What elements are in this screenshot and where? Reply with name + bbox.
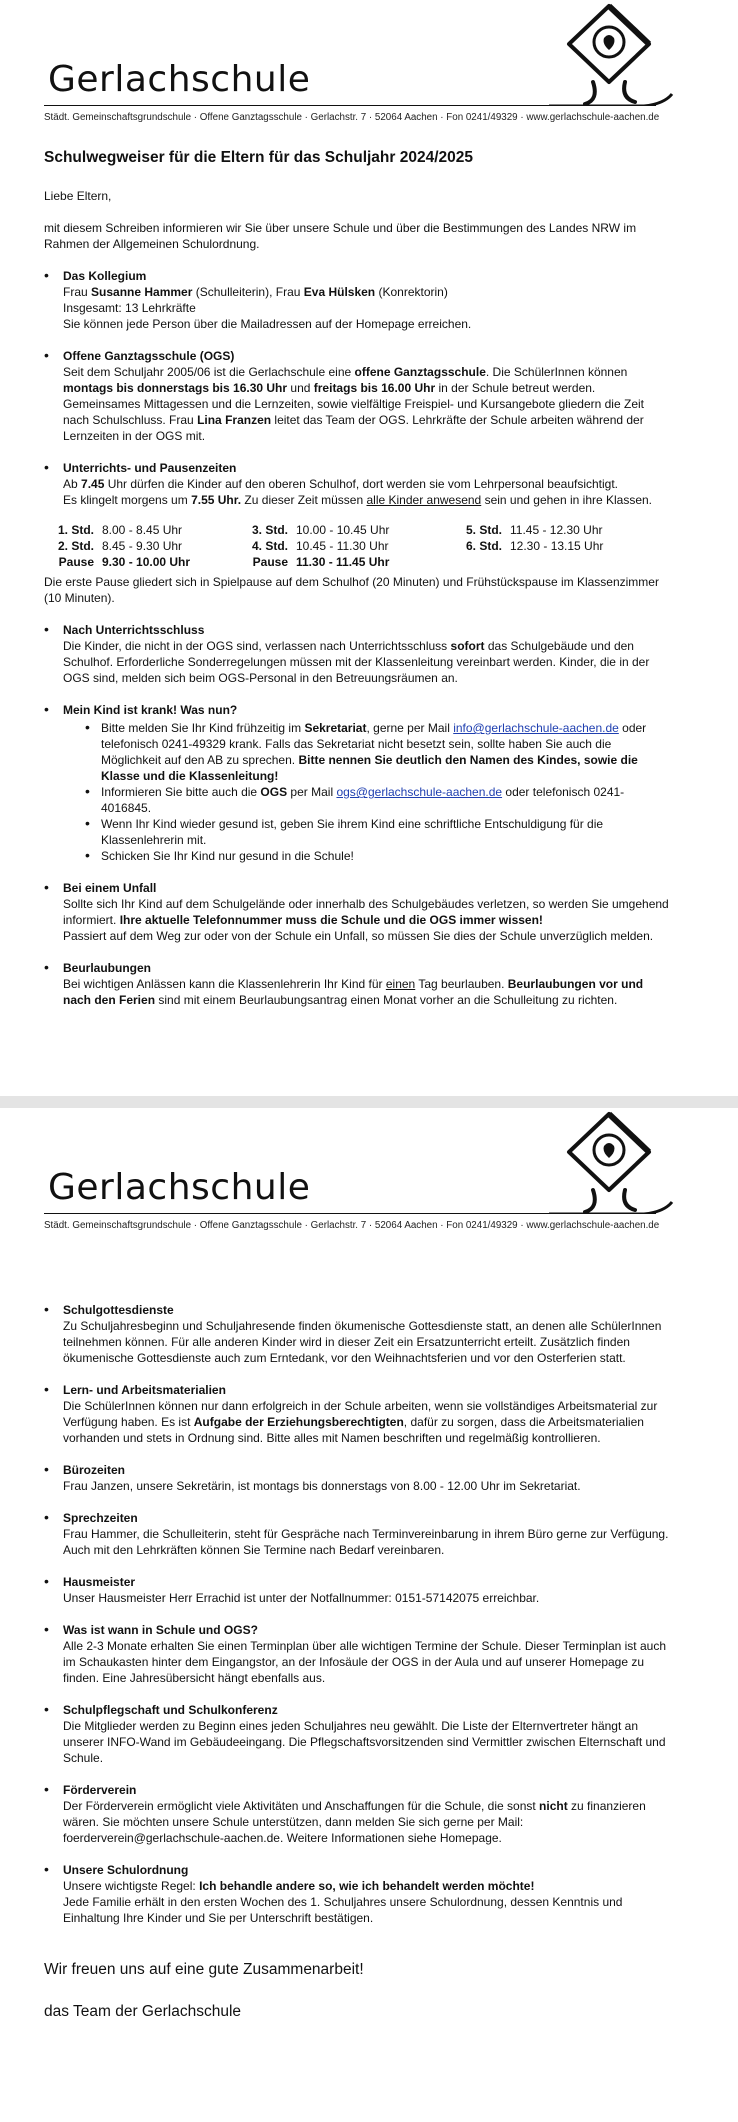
section-heading: • Beurlaubungen bbox=[63, 961, 152, 975]
page-1-content bbox=[44, 150, 672, 1008]
section-text: Alle 2-3 Monate erhalten Sie einen Terminplan über alle wichtigen Termine der Schule. Dieser Terminplan ist auch im Schaukasten hinter dem Eingangstor, an der Infosäule der OGS in der Aula und auf unserer Homepage zu finden. Eine Jahresübersicht hängt ebenfalls aus. bbox=[63, 1639, 666, 1685]
letterhead bbox=[44, 0, 674, 135]
section-text: Frau Janzen, unsere Sekretärin, ist montags bis donnerstags von 8.00 - 12.00 Uhr im Sekretariat. bbox=[63, 1479, 581, 1493]
section-heading: • Unterrichts- und Pausenzeiten bbox=[63, 461, 237, 475]
pause-note: Die erste Pause gliedert sich in Spielpause auf dem Schulhof (20 Minuten) und Frühstückspause im Klassenzimmer (10 Minuten). bbox=[44, 575, 659, 605]
schedule-label: 4. Std. bbox=[251, 539, 288, 553]
section-heading: • Lern- und Arbeitsmaterialien bbox=[63, 1383, 226, 1397]
schedule-label: Pause bbox=[252, 555, 288, 569]
greeting: Liebe Eltern, bbox=[44, 189, 112, 203]
section-heading: • Was ist wann in Schule und OGS? bbox=[63, 1623, 258, 1637]
krank-list bbox=[85, 720, 672, 864]
section-text: Unsere wichtigste Regel: Ich behandle andere so, wie ich behandelt werden möchte! bbox=[63, 1879, 535, 1893]
lesson-schedule bbox=[46, 522, 672, 570]
section-heading: • Schulgottesdienste bbox=[63, 1303, 174, 1317]
schedule-time: 10.00 - 10.45 Uhr bbox=[296, 523, 390, 537]
school-logo-icon bbox=[549, 2, 674, 106]
address-line: Städt. Gemeinschaftsgrundschule · Offene Ganztagsschule · Gerlachstr. 7 · 52064 Aachen · Fon 0241/49329 · www.gerlachschule-aachen.de bbox=[44, 1220, 660, 1231]
section-text: Frau Susanne Hammer (Schulleiterin), Frau Eva Hülsken (Konrektorin) bbox=[63, 285, 448, 299]
section-heading: • Unsere Schulordnung bbox=[63, 1863, 189, 1877]
section-text: Bei wichtigen Anlässen kann die Klassenlehrerin Ihr Kind für einen Tag beurlauben. Beurlaubungen vor und nach den Ferien sind mit einem Beurlaubungsantrag einen Monat vorher an die Schulleitung zu richten. bbox=[63, 977, 644, 1007]
section-arbeitsmaterialien bbox=[44, 1382, 672, 1446]
closing-line: Wir freuen uns auf eine gute Zusammenarbeit! bbox=[44, 1961, 364, 1978]
signature-line: das Team der Gerlachschule bbox=[44, 2003, 242, 2020]
schedule-label: Pause bbox=[58, 555, 94, 569]
section-buerozeiten bbox=[44, 1462, 672, 1494]
section-heading: • Schulpflegschaft und Schulkonferenz bbox=[63, 1703, 278, 1717]
section-hausmeister bbox=[44, 1574, 672, 1606]
section-text: Passiert auf dem Weg zur oder von der Schule ein Unfall, so müssen Sie dies der Schule unverzüglich melden. bbox=[63, 929, 654, 943]
list-item: • Schicken Sie Ihr Kind nur gesund in die Schule! bbox=[85, 848, 672, 864]
section-nach-unterrichtsschluss bbox=[44, 622, 672, 686]
intro-paragraph: mit diesem Schreiben informieren wir Sie über unsere Schule und über die Bestimmungen des Landes NRW im Rahmen der Allgemeinen Schulordnung. bbox=[44, 221, 637, 251]
schedule-time: 10.45 - 11.30 Uhr bbox=[296, 539, 389, 553]
section-foerderverein bbox=[44, 1782, 672, 1846]
schedule-time: 8.45 - 9.30 Uhr bbox=[102, 539, 183, 553]
letterhead bbox=[44, 1108, 674, 1243]
schedule-label: 6. Std. bbox=[465, 539, 502, 553]
schedule-time: 9.30 - 10.00 Uhr bbox=[102, 555, 191, 569]
section-kollegium bbox=[44, 268, 672, 332]
section-text: Sollte sich Ihr Kind auf dem Schulgelände oder innerhalb des Schulgebäudes verletzen, so werden Sie umgehend informiert. Ihre aktuelle Telefonnummer muss die Schule und die OGS immer wissen! bbox=[63, 897, 669, 927]
section-text: Die Kinder, die nicht in der OGS sind, verlassen nach Unterrichtsschluss sofort das Schulgebäude und den Schulhof. Erforderliche Sonderregelungen müssen mit der Klassenleitung vereinbart werden. Kinder, die in der OGS sind, melden sich beim OGS-Personal in den Betreuungsräumen an. bbox=[63, 639, 650, 685]
schedule-label: 3. Std. bbox=[251, 523, 288, 537]
section-text: Unser Hausmeister Herr Errachid ist unter der Notfallnummer: 0151-57142075 erreichbar. bbox=[63, 1591, 540, 1605]
section-termine bbox=[44, 1622, 672, 1686]
schedule-label: 2. Std. bbox=[57, 539, 94, 553]
school-name: Gerlachschule bbox=[48, 1167, 311, 1208]
section-heading: • Mein Kind ist krank! Was nun? bbox=[63, 703, 238, 717]
schedule-label: 1. Std. bbox=[57, 523, 94, 537]
section-text: Die SchülerInnen können nur dann erfolgreich in der Schule arbeiten, wenn sie vollständiges Arbeitsmaterial zur Verfügung haben. Es ist Aufgabe der Erziehungsberechtigten, dafür zu sorgen, dass die Arbeitsmaterialien vorhanden und stets in Ordnung sind. Bitte alles mit Namen beschriften und regelmäßig kontrollieren. bbox=[63, 1399, 658, 1445]
section-text: Es klingelt morgens um 7.55 Uhr. Zu dieser Zeit müssen alle Kinder anwesend sein und gehen in ihre Klassen. bbox=[63, 493, 653, 507]
page-separator bbox=[0, 1096, 738, 1108]
section-text: Jede Familie erhält in den ersten Wochen des 1. Schuljahres unsere Schulordnung, dessen Kenntnis und Einhaltung Ihre Kinder und Sie per Unterschrift bestätigen. bbox=[63, 1895, 623, 1925]
section-heading: • Das Kollegium bbox=[63, 269, 147, 283]
section-text: Ab 7.45 Uhr dürfen die Kinder auf den oberen Schulhof, dort werden sie vom Lehrpersonal beaufsichtigt. bbox=[63, 477, 619, 491]
section-ogs bbox=[44, 348, 672, 444]
schedule-time: 11.45 - 12.30 Uhr bbox=[510, 523, 603, 537]
section-unfall bbox=[44, 880, 672, 944]
section-heading: • Bei einem Unfall bbox=[63, 881, 157, 895]
list-item: • Bitte melden Sie Ihr Kind frühzeitig im Sekretariat, gerne per Mail info@gerlachschule-aachen.de oder telefonisch 0241-49329 krank. Falls das Sekretariat nicht besetzt sein, sollte haben Sie auch die Möglichkeit auf den AB zu sprechen. Bitte nennen Sie deutlich den Namen des Kindes, sowie die Klasse und die Klassenleitung! bbox=[85, 720, 672, 784]
section-heading: • Offene Ganztagsschule (OGS) bbox=[63, 349, 235, 363]
school-logo-icon bbox=[549, 1110, 674, 1214]
schedule-label: 5. Std. bbox=[465, 523, 502, 537]
document-title: Schulwegweiser für die Eltern für das Schuljahr 2024/2025 bbox=[44, 149, 473, 166]
schedule-time: 8.00 - 8.45 Uhr bbox=[102, 523, 183, 537]
schedule-time: 11.30 - 11.45 Uhr bbox=[296, 555, 390, 569]
section-heading: • Sprechzeiten bbox=[63, 1511, 138, 1525]
list-item: • Informieren Sie bitte auch die OGS per Mail ogs@gerlachschule-aachen.de oder telefonisch 0241-4016845. bbox=[85, 784, 672, 816]
page-2-content bbox=[44, 1286, 672, 2022]
info-email-link[interactable]: info@gerlachschule-aachen.de bbox=[453, 721, 619, 735]
address-line: Städt. Gemeinschaftsgrundschule · Offene Ganztagsschule · Gerlachstr. 7 · 52064 Aachen · Fon 0241/49329 · www.gerlachschule-aachen.de bbox=[44, 112, 660, 123]
schedule-time: 12.30 - 13.15 Uhr bbox=[510, 539, 604, 553]
section-text: Zu Schuljahresbeginn und Schuljahresende finden ökumenische Gottesdienste statt, an denen alle SchülerInnen teilnehmen können. Für alle anderen Kinder wird in dieser Zeit ein Ersatzunterricht erteilt. Zusätzlich finden ökumenische Gottesdienste auch zum Erntedank, vor den Weihnachtsferien und vor den Osterferien statt. bbox=[63, 1319, 662, 1365]
section-text: Seit dem Schuljahr 2005/06 ist die Gerlachschule eine offene Ganztagsschule. Die SchülerInnen können montags bis donnerstags bis 16.30 Uhr und freitags bis 16.00 Uhr in der Schule betreut werden. Gemeinsames Mittagessen und die Lernzeiten, sowie vielfältige Freispiel- und Kursangebote gliedern die Zeit nach Schulschluss. Frau Lina Franzen leitet das Team der OGS. Lehrkräfte der Schule arbeiten während der Lernzeiten in der OGS mit. bbox=[63, 365, 644, 443]
section-text: Der Förderverein ermöglicht viele Aktivitäten und Anschaffungen für die Schule, die sonst nicht zu finanzieren wären. Sie möchten unsere Schule unterstützen, dann melden Sie sich gerne per Mail: foerderverein@gerlachschule-aachen.de. Weitere Informationen siehe Homepage. bbox=[63, 1799, 646, 1845]
section-schulpflegschaft bbox=[44, 1702, 672, 1766]
section-text: Insgesamt: 13 Lehrkräfte bbox=[63, 301, 196, 315]
section-heading: • Hausmeister bbox=[63, 1575, 136, 1589]
section-heading: • Bürozeiten bbox=[63, 1463, 126, 1477]
section-schulordnung bbox=[44, 1862, 672, 1926]
section-text: Sie können jede Person über die Mailadressen auf der Homepage erreichen. bbox=[63, 317, 472, 331]
document-page-2 bbox=[0, 1108, 738, 2122]
school-name: Gerlachschule bbox=[48, 59, 311, 100]
section-heading: • Nach Unterrichtsschluss bbox=[63, 623, 205, 637]
section-sprechzeiten bbox=[44, 1510, 672, 1558]
section-unterrichtszeiten bbox=[44, 460, 672, 508]
list-item: • Wenn Ihr Kind wieder gesund ist, geben Sie ihrem Kind eine schriftliche Entschuldigung für die Klassenlehrerin mit. bbox=[85, 816, 672, 848]
section-heading: • Förderverein bbox=[63, 1783, 137, 1797]
section-schulgottesdienste bbox=[44, 1302, 672, 1366]
ogs-email-link[interactable]: ogs@gerlachschule-aachen.de bbox=[336, 785, 503, 799]
section-text: Die Mitglieder werden zu Beginn eines jeden Schuljahres neu gewählt. Die Liste der Elternvertreter hängt an unserer INFO-Wand im Gebäudeeingang. Die Pflegschaftsvorsitzenden sind Vermittler zwischen Elternschaft und Schule. bbox=[63, 1719, 666, 1765]
section-krank bbox=[44, 702, 672, 864]
section-beurlaubungen bbox=[44, 960, 672, 1008]
section-text: Frau Hammer, die Schulleiterin, steht für Gespräche nach Terminvereinbarung in ihrem Büro gerne zur Verfügung. Auch mit den Lehrkräften können Sie Termine nach Bedarf vereinbaren. bbox=[63, 1527, 669, 1557]
